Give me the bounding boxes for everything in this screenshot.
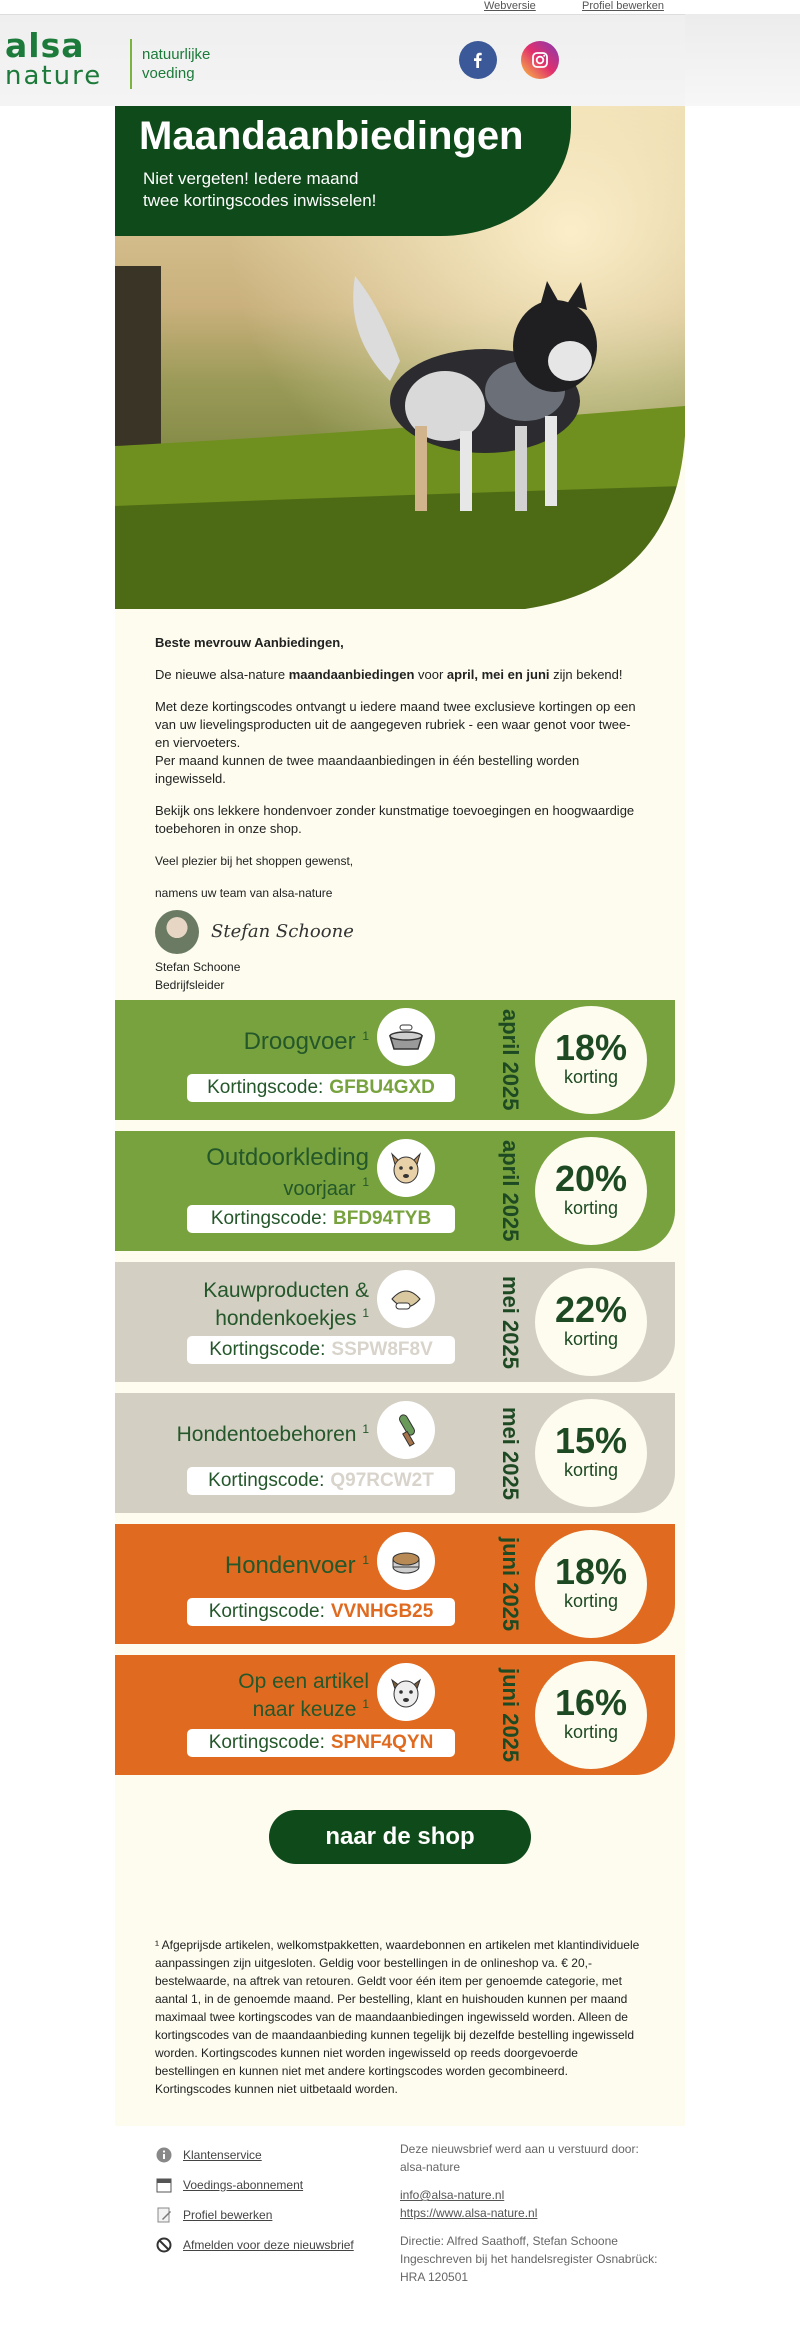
offer-title-text: Hondenvoer [224, 1552, 356, 1579]
coupon-code-box[interactable] [187, 1336, 455, 1364]
footnote-marker: 1 [362, 1306, 369, 1320]
unsubscribe-icon [155, 2236, 173, 2254]
footer-link-customer-service[interactable] [155, 2140, 354, 2170]
letter-text [115, 609, 685, 994]
discount-label: korting [563, 1198, 619, 1218]
footer-links [155, 2140, 354, 2260]
coupon-code-value[interactable]: VVNHGB25 [330, 1601, 434, 1622]
signer [155, 958, 645, 994]
discount-percent: 18% [554, 1551, 628, 1592]
footnote-marker: 1 [362, 1029, 369, 1043]
offer-title [238, 1671, 369, 1721]
facebook-icon[interactable] [459, 41, 497, 79]
coupon-code-value[interactable]: Q97RCW2T [330, 1470, 434, 1491]
coupon-code-box[interactable] [187, 1205, 455, 1233]
discount-badge [535, 1530, 647, 1638]
coupon-code-value[interactable]: BFD94TYB [333, 1208, 432, 1229]
coupon-code-label: Kortingscode: [210, 1208, 327, 1229]
footnote-text: ¹ Afgeprijsde artikelen, welkomstpakketten, waardebonnen en artikelen met klantindividuele aanpassingen zijn uitgesloten. Geldig voor bestellingen in de onlineshop va. € 20,- bestelwaarde, na aftrek van retouren. Geldt voor één item per genoemde categorie, met aantal 1, in de genoemde maand. Per bestelling, klant en huishouden kunnen per maand maximaal twee kortingscodes van de maandaanbiedingen ingewisseld worden. Alleen de kortingscodes van de maandaanbieding kunnen tegelijk bij dezelfde bestelling ingewisseld worden. Kortingscodes kunnen niet worden ingewisseld op reeds doorgevoerde bestellingen en kunnen niet met andere kortingscodes worden gecombineerd. Kortingscodes kunnen niet uitbetaald worden. [155, 1938, 640, 2096]
offer-title [206, 1145, 369, 1202]
cta-section [115, 1786, 685, 1936]
edit-profile-top-link[interactable]: Profiel bewerken [582, 0, 664, 12]
footnote-marker: 1 [362, 1553, 369, 1567]
paragraph-team: namens uw team van alsa-nature [155, 886, 333, 900]
webversion-link[interactable]: Webversie [484, 0, 536, 12]
email-footer [115, 2126, 685, 2294]
edit-icon [155, 2206, 173, 2224]
footer-link-label[interactable]: Voedings-abonnement [183, 2178, 304, 2192]
discount-badge [535, 1399, 647, 1507]
offer-title-line-2: voorjaar [283, 1178, 356, 1200]
hero-title: Maandaanbiedingen [139, 114, 524, 158]
footer-link-subscription[interactable] [155, 2170, 354, 2200]
offer-month: april 2025 [498, 1009, 523, 1111]
dog-face-icon [377, 1663, 435, 1721]
coupon-code-box[interactable] [187, 1729, 455, 1757]
register-text: Ingeschreven bij het handelsregister Osnabrück: HRA 120501 [400, 2252, 658, 2284]
dog-treat-icon [377, 1270, 435, 1328]
discount-percent: 16% [554, 1682, 628, 1723]
coupon-code-label: Kortingscode: [207, 1077, 324, 1098]
offer-title [177, 1417, 369, 1447]
paragraph-codes-text: Met deze kortingscodes ontvangt u iedere maand twee exclusieve kortingen op een van uw lievelingsproducten uit de aangegeven rubriek - een waar genot voor twee- en viervoeters. [155, 699, 636, 750]
offer-month: mei 2025 [498, 1275, 523, 1369]
email-body [115, 106, 685, 2126]
signer-name: Stefan Schoone [155, 960, 241, 974]
info-icon [155, 2146, 173, 2164]
footnote-marker: 1 [362, 1697, 369, 1711]
offer-title-text: Hondentoebehoren [176, 1423, 357, 1446]
logo-wordmark-nature: nature [5, 61, 103, 91]
offers-list [115, 1000, 685, 1775]
hero-subtitle-line-2: twee kortingscodes inwisselen! [143, 191, 377, 210]
coupon-code-label: Kortingscode: [208, 1601, 325, 1622]
coupon-code-box[interactable] [187, 1074, 455, 1102]
avatar [155, 910, 199, 954]
sent-by-text: Deze nieuwsbrief werd aan u verstuurd door: alsa-nature [400, 2142, 639, 2174]
offer-title-line-1: Kauwproducten & [203, 1279, 369, 1302]
logo-divider [130, 39, 132, 89]
intro-text: zijn bekend! [549, 667, 623, 682]
email-header [0, 14, 685, 106]
discount-badge [535, 1661, 647, 1769]
offer-title-line-2: hondenkoekjes [215, 1307, 357, 1330]
brush-icon [377, 1401, 435, 1459]
offer-title-text: Droogvoer [243, 1028, 356, 1055]
discount-label: korting [563, 1067, 619, 1087]
hero-subtitle-line-1: Niet vergeten! Iedere maand [143, 169, 359, 188]
footer-link-unsubscribe[interactable] [155, 2230, 354, 2260]
offer-title [203, 1280, 369, 1330]
discount-label: korting [563, 1722, 619, 1742]
discount-label: korting [563, 1591, 619, 1611]
offer-title [244, 1024, 369, 1054]
discount-percent: 18% [554, 1027, 628, 1068]
discount-label: korting [563, 1460, 619, 1480]
food-can-icon [377, 1532, 435, 1590]
discount-percent: 20% [554, 1158, 628, 1199]
offer-card[interactable] [115, 1000, 675, 1120]
hero-section [115, 106, 685, 609]
coupon-code-box[interactable] [187, 1598, 455, 1626]
coupon-code-label: Kortingscode: [208, 1470, 325, 1491]
offer-card[interactable] [115, 1393, 675, 1513]
discount-percent: 22% [554, 1289, 628, 1330]
paragraph-wishes: Veel plezier bij het shoppen gewenst, [155, 854, 354, 868]
dog-face-icon [377, 1139, 435, 1197]
offer-month: juni 2025 [498, 1536, 523, 1632]
discount-badge [535, 1137, 647, 1245]
coupon-code-label: Kortingscode: [208, 1732, 325, 1753]
footnote-marker: 1 [362, 1422, 369, 1436]
intro-bold-offers: maandaanbiedingen [288, 667, 415, 682]
offer-card[interactable] [115, 1655, 675, 1775]
hero-subtitle [143, 168, 376, 212]
offer-title-line-1: Outdoorkleding [206, 1144, 369, 1171]
offer-card[interactable] [115, 1262, 675, 1382]
email-link[interactable]: info@alsa-nature.nl [400, 2188, 505, 2202]
dog-bowl-icon [377, 1008, 435, 1066]
calendar-icon [155, 2176, 173, 2194]
logo-wordmark[interactable]: alsa [5, 26, 85, 65]
offer-month: mei 2025 [498, 1406, 523, 1500]
footnote-marker: 1 [362, 1175, 369, 1189]
coupon-code-value[interactable]: SSPW8F8V [331, 1339, 433, 1360]
discount-label: korting [563, 1329, 619, 1349]
logo-tagline [142, 45, 210, 83]
handwritten-signature: Stefan Schoone [211, 921, 354, 942]
offer-card[interactable] [115, 1131, 675, 1251]
footer-link-label[interactable]: Profiel bewerken [183, 2208, 273, 2222]
tagline-line-1: natuurlijke [142, 46, 211, 63]
direction-text: Directie: Alfred Saathoff, Stefan Schoone [400, 2234, 618, 2248]
paragraph-per-month: Per maand kunnen de twee maandaanbiedingen in één bestelling worden ingewisseld. [155, 753, 580, 786]
intro-paragraph [155, 666, 645, 684]
footer-link-label[interactable]: Afmelden voor deze nieuwsbrief [183, 2238, 354, 2252]
offer-title-line-1: Op een artikel [238, 1670, 369, 1693]
top-links-bar [0, 0, 800, 14]
signer-role: Bedrijfsleider [155, 978, 225, 992]
offer-month: juni 2025 [498, 1667, 523, 1763]
tagline-line-2: voeding [142, 65, 195, 82]
paragraph-codes [155, 698, 645, 788]
offer-title-line-2: naar keuze [252, 1698, 357, 1721]
paragraph-shop: Bekijk ons lekkere hondenvoer zonder kunstmatige toevoegingen en hoogwaardige toebehoren in onze shop. [155, 803, 635, 836]
intro-text: voor [414, 667, 447, 682]
footer-link-edit-profile[interactable] [155, 2200, 354, 2230]
intro-text: De nieuwe alsa-nature [155, 667, 289, 682]
coupon-code-box[interactable] [187, 1467, 455, 1495]
discount-badge [535, 1268, 647, 1376]
greeting: Beste mevrouw Aanbiedingen, [155, 635, 344, 650]
signature-row [155, 910, 645, 954]
discount-percent: 15% [554, 1420, 628, 1461]
intro-bold-months: april, mei en juni [446, 667, 550, 682]
instagram-icon[interactable] [521, 41, 559, 79]
footer-company-info [400, 2140, 660, 2286]
hero-banner [115, 106, 571, 236]
discount-badge [535, 1006, 647, 1114]
shop-button[interactable]: naar de shop [269, 1810, 531, 1864]
offer-title [225, 1548, 369, 1578]
website-link[interactable]: https://www.alsa-nature.nl [400, 2206, 538, 2220]
coupon-code-value[interactable]: GFBU4GXD [329, 1077, 435, 1098]
offer-month: april 2025 [498, 1140, 523, 1242]
coupon-code-value[interactable]: SPNF4QYN [330, 1732, 434, 1753]
coupon-code-label: Kortingscode: [209, 1339, 326, 1360]
footer-link-label[interactable]: Klantenservice [183, 2148, 262, 2162]
offer-card[interactable] [115, 1524, 675, 1644]
